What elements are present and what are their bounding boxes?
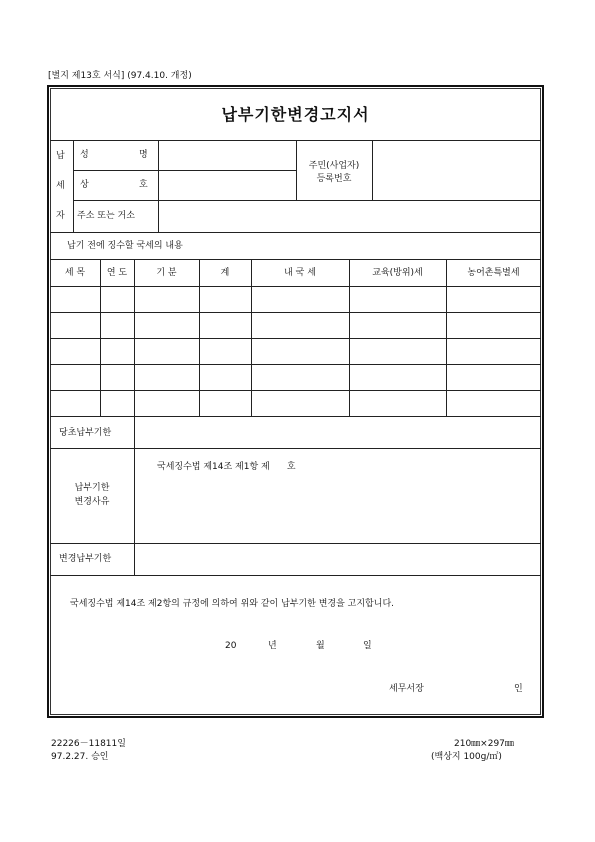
tax-office-chief-label: 세무서장 <box>389 684 424 694</box>
col-header-rural-tax: 농어촌특별세 <box>467 268 520 278</box>
original-due-label: 당초납부기한 <box>59 428 112 438</box>
seal-label: 인 <box>514 684 523 694</box>
date-year: 년 <box>268 641 277 651</box>
notice-text: 국세징수법 제14조 제2항의 규정에 의하여 위와 같이 납부기한 변경을 고지합니다. <box>70 599 394 609</box>
line-below-changed-due <box>50 575 541 576</box>
form-title: 납부기한변경고지서 <box>221 105 370 124</box>
line-below-section <box>50 259 541 260</box>
taxpayer-side-label-1: 납 <box>56 151 65 161</box>
table-row[interactable] <box>50 313 541 337</box>
date-month: 월 <box>316 641 325 651</box>
reason-text: 국세징수법 제14조 제1항 제 호 <box>157 462 296 472</box>
vline-side-label <box>73 140 74 232</box>
col-header-domestic-tax: 내 국 세 <box>284 268 316 278</box>
reg-number-label-1: 주민(사업자) <box>308 161 360 171</box>
table-row[interactable] <box>50 391 541 415</box>
col-header-tax-item: 세 목 <box>64 268 86 278</box>
col-header-total: 계 <box>220 268 230 278</box>
footer-paper-size: 210㎜×297㎜ <box>454 739 514 749</box>
trade-name-field[interactable] <box>159 171 295 199</box>
reason-label-2: 변경사유 <box>74 497 110 507</box>
col-header-education-tax: 교육(방위)세 <box>372 268 423 278</box>
reg-number-label-2: 등록번호 <box>316 174 352 184</box>
taxpayer-side-label-2: 세 <box>56 181 65 191</box>
col-header-year: 연 도 <box>106 268 128 278</box>
date-day: 일 <box>363 641 372 651</box>
name-field[interactable] <box>159 141 295 169</box>
changed-due-label: 변경납부기한 <box>59 554 112 564</box>
date-year-prefix: 20 <box>225 641 237 651</box>
name-label-part-1: 성 <box>80 150 89 160</box>
table-row[interactable] <box>50 339 541 363</box>
line-below-original-due <box>50 448 541 449</box>
original-due-field[interactable] <box>135 417 540 447</box>
name-label-part-2: 명 <box>139 150 148 160</box>
table-row[interactable] <box>50 287 541 311</box>
trade-label-part-1: 상 <box>80 180 89 190</box>
section-label: 납기 전에 징수할 국세의 내용 <box>67 241 183 251</box>
line-below-address <box>50 232 541 233</box>
footer-paper-type: (백상지 100g/㎡) <box>431 752 502 762</box>
reg-number-field[interactable] <box>373 141 540 199</box>
changed-due-field[interactable] <box>135 544 540 574</box>
address-label: 주소 또는 거소 <box>77 211 135 221</box>
reason-label-1: 납부기한 <box>74 483 110 493</box>
address-field[interactable] <box>159 201 540 231</box>
form-header-note: [별지 제13호 서식] (97.4.10. 개정) <box>48 71 192 81</box>
footer-form-number: 22226－11811일 <box>51 739 126 749</box>
taxpayer-side-label-3: 자 <box>56 211 65 221</box>
footer-approval: 97.2.27. 승인 <box>51 752 109 762</box>
trade-label-part-2: 호 <box>139 180 148 190</box>
col-header-period: 기 분 <box>156 268 177 278</box>
table-row[interactable] <box>50 365 541 389</box>
